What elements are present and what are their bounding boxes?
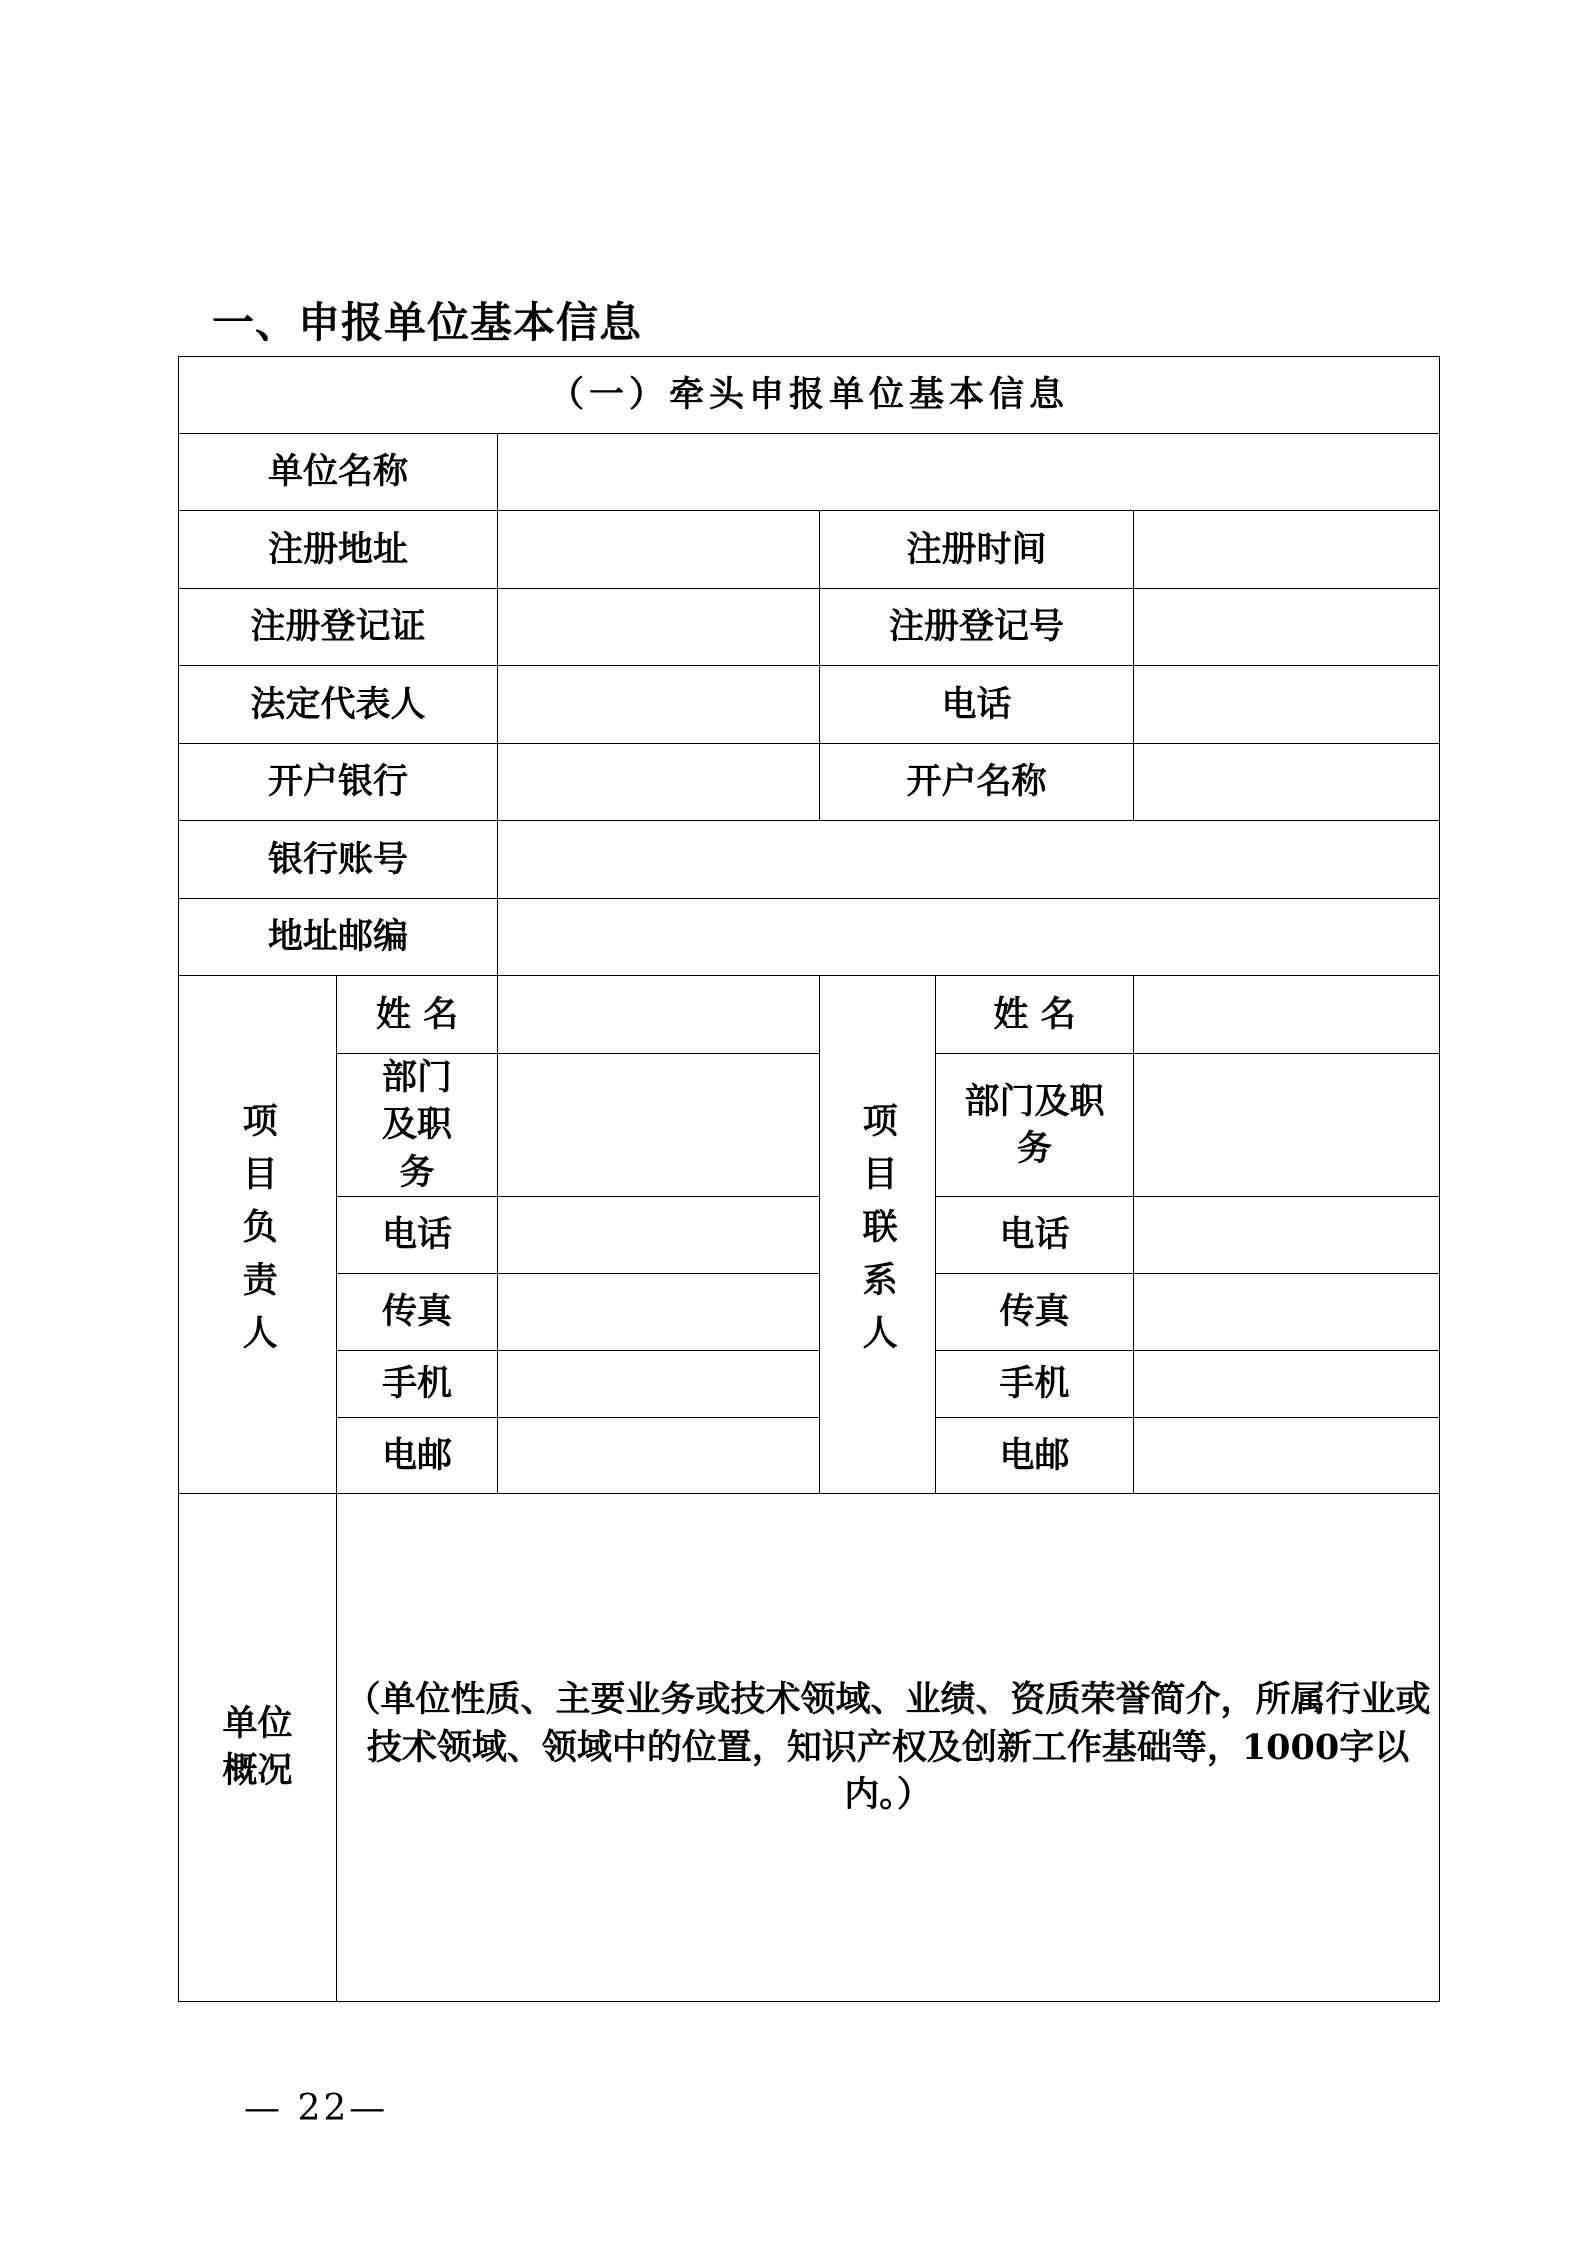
contact-phone-label: 电话 bbox=[936, 1196, 1134, 1273]
leader-fax-label: 传真 bbox=[337, 1273, 498, 1350]
postcode-label: 地址邮编 bbox=[179, 899, 498, 976]
contact-name-value[interactable] bbox=[1134, 976, 1440, 1054]
unit-name-value[interactable] bbox=[498, 434, 1440, 511]
project-contact-label: 项目联系人 bbox=[820, 976, 936, 1494]
leader-fax-value[interactable] bbox=[498, 1273, 820, 1350]
section-heading: 一、申报单位基本信息 bbox=[212, 298, 643, 347]
legal-rep-value[interactable] bbox=[498, 666, 820, 744]
leader-dept-value[interactable] bbox=[498, 1054, 820, 1197]
postcode-value[interactable] bbox=[498, 899, 1440, 976]
leader-email-value[interactable] bbox=[498, 1417, 820, 1493]
leader-email-label: 电邮 bbox=[337, 1417, 498, 1493]
overview-label: 单位概况 bbox=[179, 1493, 337, 2001]
page-number: — 22— bbox=[244, 2088, 389, 2129]
contact-dept-value[interactable] bbox=[1134, 1054, 1440, 1197]
reg-time-label: 注册时间 bbox=[820, 511, 1134, 589]
contact-email-value[interactable] bbox=[1134, 1417, 1440, 1493]
overview-field[interactable]: （单位性质、主要业务或技术领域、业绩、资质荣誉简介，所属行业或技术领域、领域中的位置，知识产权及创新工作基础等，1000字以内。） bbox=[337, 1493, 1440, 2001]
contact-email-label: 电邮 bbox=[936, 1417, 1134, 1493]
contact-name-label: 姓 名 bbox=[936, 976, 1134, 1054]
legal-rep-label: 法定代表人 bbox=[179, 666, 498, 744]
leader-phone-value[interactable] bbox=[498, 1196, 820, 1273]
unit-name-label: 单位名称 bbox=[179, 434, 498, 511]
contact-fax-value[interactable] bbox=[1134, 1273, 1440, 1350]
account-name-label: 开户名称 bbox=[820, 744, 1134, 821]
bank-account-value[interactable] bbox=[498, 821, 1440, 899]
reg-cert-label: 注册登记证 bbox=[179, 589, 498, 666]
subsection-heading: （一）牵头申报单位基本信息 bbox=[179, 357, 1440, 434]
contact-dept-label: 部门及职务 bbox=[936, 1054, 1134, 1197]
phone-label: 电话 bbox=[820, 666, 1134, 744]
leader-name-value[interactable] bbox=[498, 976, 820, 1054]
reg-address-label: 注册地址 bbox=[179, 511, 498, 589]
project-leader-label: 项目负责人 bbox=[179, 976, 337, 1494]
unit-info-table bbox=[178, 356, 1440, 2002]
leader-phone-label: 电话 bbox=[337, 1196, 498, 1273]
reg-number-value[interactable] bbox=[1134, 589, 1440, 666]
contact-fax-label: 传真 bbox=[936, 1273, 1134, 1350]
leader-dept-label: 部门及职务 bbox=[337, 1054, 498, 1197]
phone-value[interactable] bbox=[1134, 666, 1440, 744]
reg-number-label: 注册登记号 bbox=[820, 589, 1134, 666]
bank-label: 开户银行 bbox=[179, 744, 498, 821]
account-name-value[interactable] bbox=[1134, 744, 1440, 821]
leader-name-label: 姓 名 bbox=[337, 976, 498, 1054]
contact-mobile-value[interactable] bbox=[1134, 1350, 1440, 1417]
contact-phone-value[interactable] bbox=[1134, 1196, 1440, 1273]
leader-mobile-label: 手机 bbox=[337, 1350, 498, 1417]
reg-address-value[interactable] bbox=[498, 511, 820, 589]
contact-mobile-label: 手机 bbox=[936, 1350, 1134, 1417]
bank-account-label: 银行账号 bbox=[179, 821, 498, 899]
leader-mobile-value[interactable] bbox=[498, 1350, 820, 1417]
bank-value[interactable] bbox=[498, 744, 820, 821]
reg-time-value[interactable] bbox=[1134, 511, 1440, 589]
reg-cert-value[interactable] bbox=[498, 589, 820, 666]
